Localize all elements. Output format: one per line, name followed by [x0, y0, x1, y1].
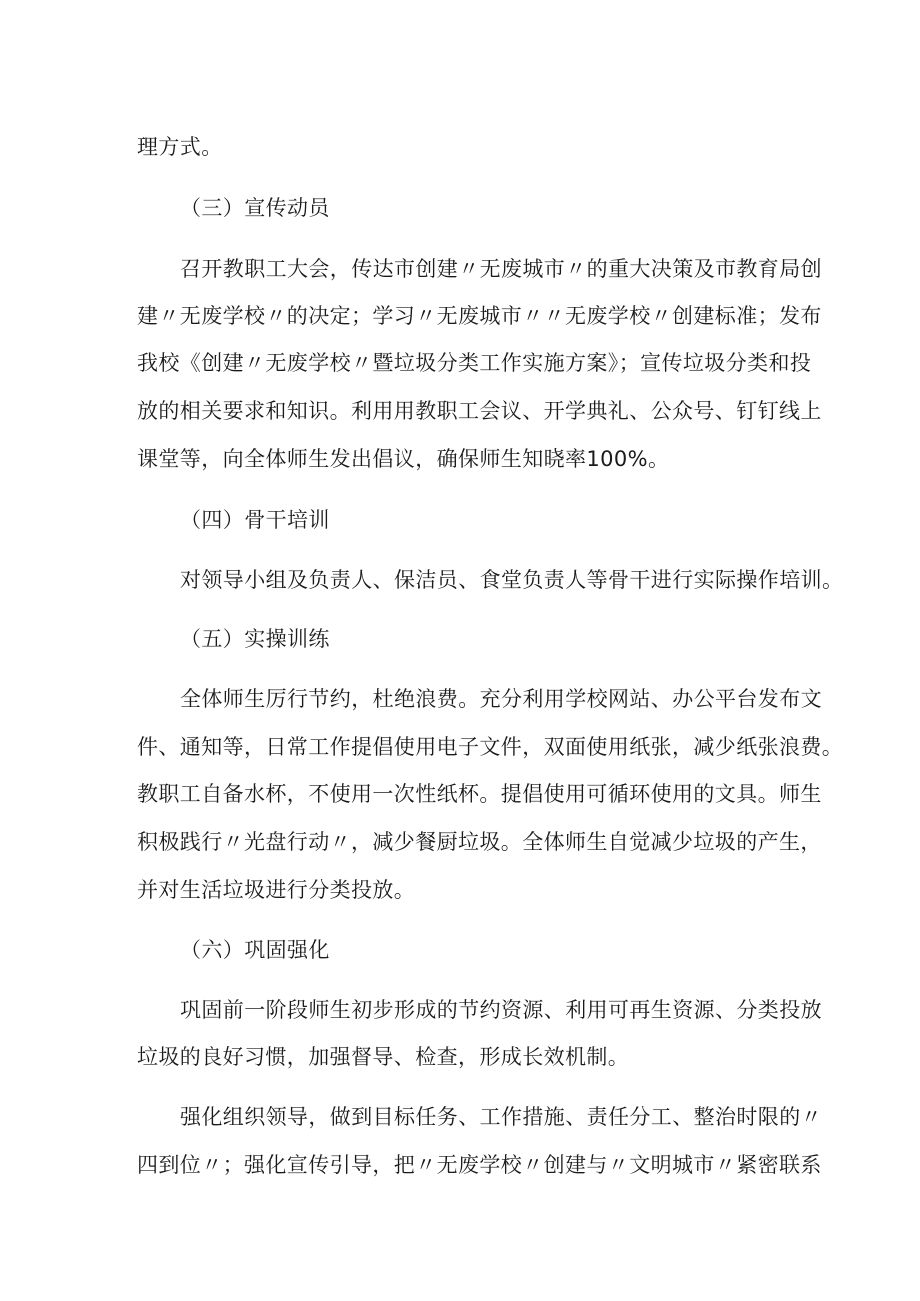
section-heading-5: （五）实操训练	[180, 627, 330, 651]
paragraph-line: 对领导小组及负责人、保洁员、食堂负责人等骨干进行实际操作培训。	[180, 568, 844, 592]
paragraph-line: 积极践行〃光盘行动〃，减少餐厨垃圾。全体师生自觉减少垃圾的产生，	[137, 830, 822, 854]
paragraph-line: 垃圾的良好习惯，加强督导、检查，形成长效机制。	[137, 1045, 630, 1069]
text-line-continuation: 理方式。	[137, 135, 223, 159]
section-heading-3: （三）宣传动员	[180, 196, 330, 220]
paragraph-line: 件、通知等，日常工作提倡使用电子文件，双面使用纸张，减少纸张浪费。	[137, 735, 844, 759]
paragraph-line: 强化组织领导，做到目标任务、工作措施、责任分工、整治时限的〃	[180, 1105, 822, 1129]
paragraph-line: 放的相关要求和知识。利用用教职工会议、开学典礼、公众号、钉钉线上	[137, 399, 822, 423]
paragraph-line: 建〃无废学校〃的决定；学习〃无废城市〃〃无废学校〃创建标准；发布	[137, 304, 822, 328]
paragraph-line: 教职工自备水杯，不使用一次性纸杯。提倡使用可循环使用的文具。师生	[137, 782, 822, 806]
paragraph-line: 四到位〃；强化宣传引导，把〃无废学校〃创建与〃文明城市〃紧密联系	[137, 1153, 822, 1177]
paragraph-line: 并对生活垃圾进行分类投放。	[137, 878, 416, 902]
paragraph-line: 我校《创建〃无废学校〃暨垃圾分类工作实施方案》；宣传垃圾分类和投	[137, 351, 812, 375]
paragraph-line: 召开教职工大会，传达市创建〃无废城市〃的重大决策及市教育局创	[180, 257, 822, 281]
section-heading-6: （六）巩固强化	[180, 938, 330, 962]
paragraph-line: 课堂等，向全体师生发出倡议，确保师生知晓率100%。	[137, 447, 670, 471]
paragraph-line: 全体师生厉行节约，杜绝浪费。充分利用学校网站、办公平台发布文	[180, 687, 822, 711]
section-heading-4: （四）骨干培训	[180, 508, 330, 532]
paragraph-line: 巩固前一阶段师生初步形成的节约资源、利用可再生资源、分类投放	[180, 998, 822, 1022]
